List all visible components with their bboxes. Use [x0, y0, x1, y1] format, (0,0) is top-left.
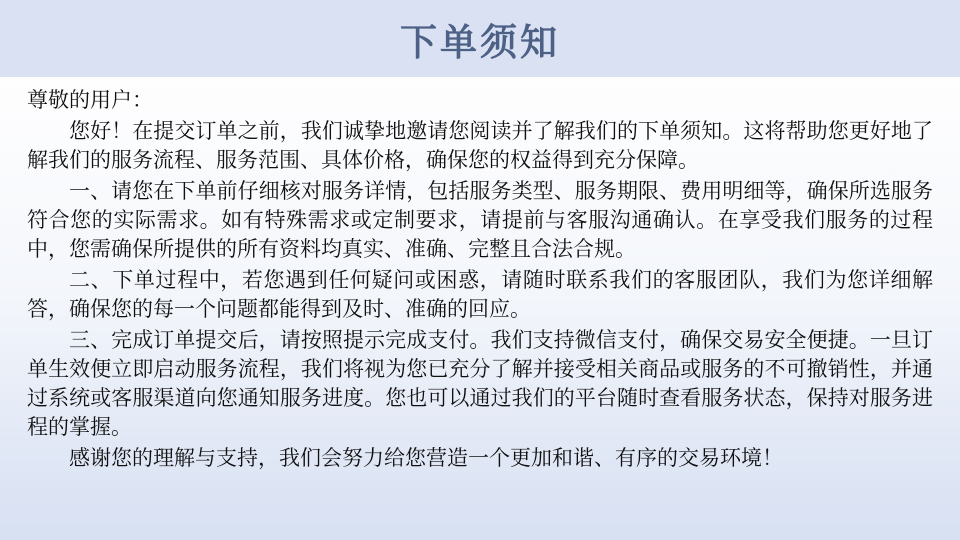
salutation: 尊敬的用户： — [27, 88, 153, 112]
notice-paragraph-thanks: 感谢您的理解与支持，我们会努力给您营造一个更加和谐、有序的交易环境！ — [69, 446, 783, 470]
notice-body — [0, 77, 960, 540]
notice-paragraph-3: 三、完成订单提交后，请按照提示完成支付。我们支持微信支付，确保交易安全便捷。一旦订单生效便立即启动服务流程，我们将视为您已充分了解并接受相关商品或服务的不可撤销性，并通过系统或客服渠道向您通知服务进度。您也可以通过我们的平台随时查看服务状态，保持对服务进程的掌握。 — [27, 328, 933, 439]
header-band — [0, 0, 960, 77]
notice-paragraph-1: 一、请您在下单前仔细核对服务详情，包括服务类型、服务期限、费用明细等，确保所选服务符合您的实际需求。如有特殊需求或定制要求，请提前与客服沟通确认。在享受我们服务的过程中，您需确保所提供的所有资料均真实、准确、完整且合法合规。 — [27, 179, 933, 261]
notice-paragraph-2: 二、下单过程中，若您遇到任何疑问或困惑，请随时联系我们的客服团队，我们为您详细解答，确保您的每一个问题都能得到及时、准确的回应。 — [27, 268, 933, 321]
notice-paragraph-intro: 您好！在提交订单之前，我们诚挚地邀请您阅读并了解我们的下单须知。这将帮助您更好地了解我们的服务流程、服务范围、具体价格，确保您的权益得到充分保障。 — [27, 119, 933, 172]
page-title: 下单须知 — [400, 19, 560, 64]
